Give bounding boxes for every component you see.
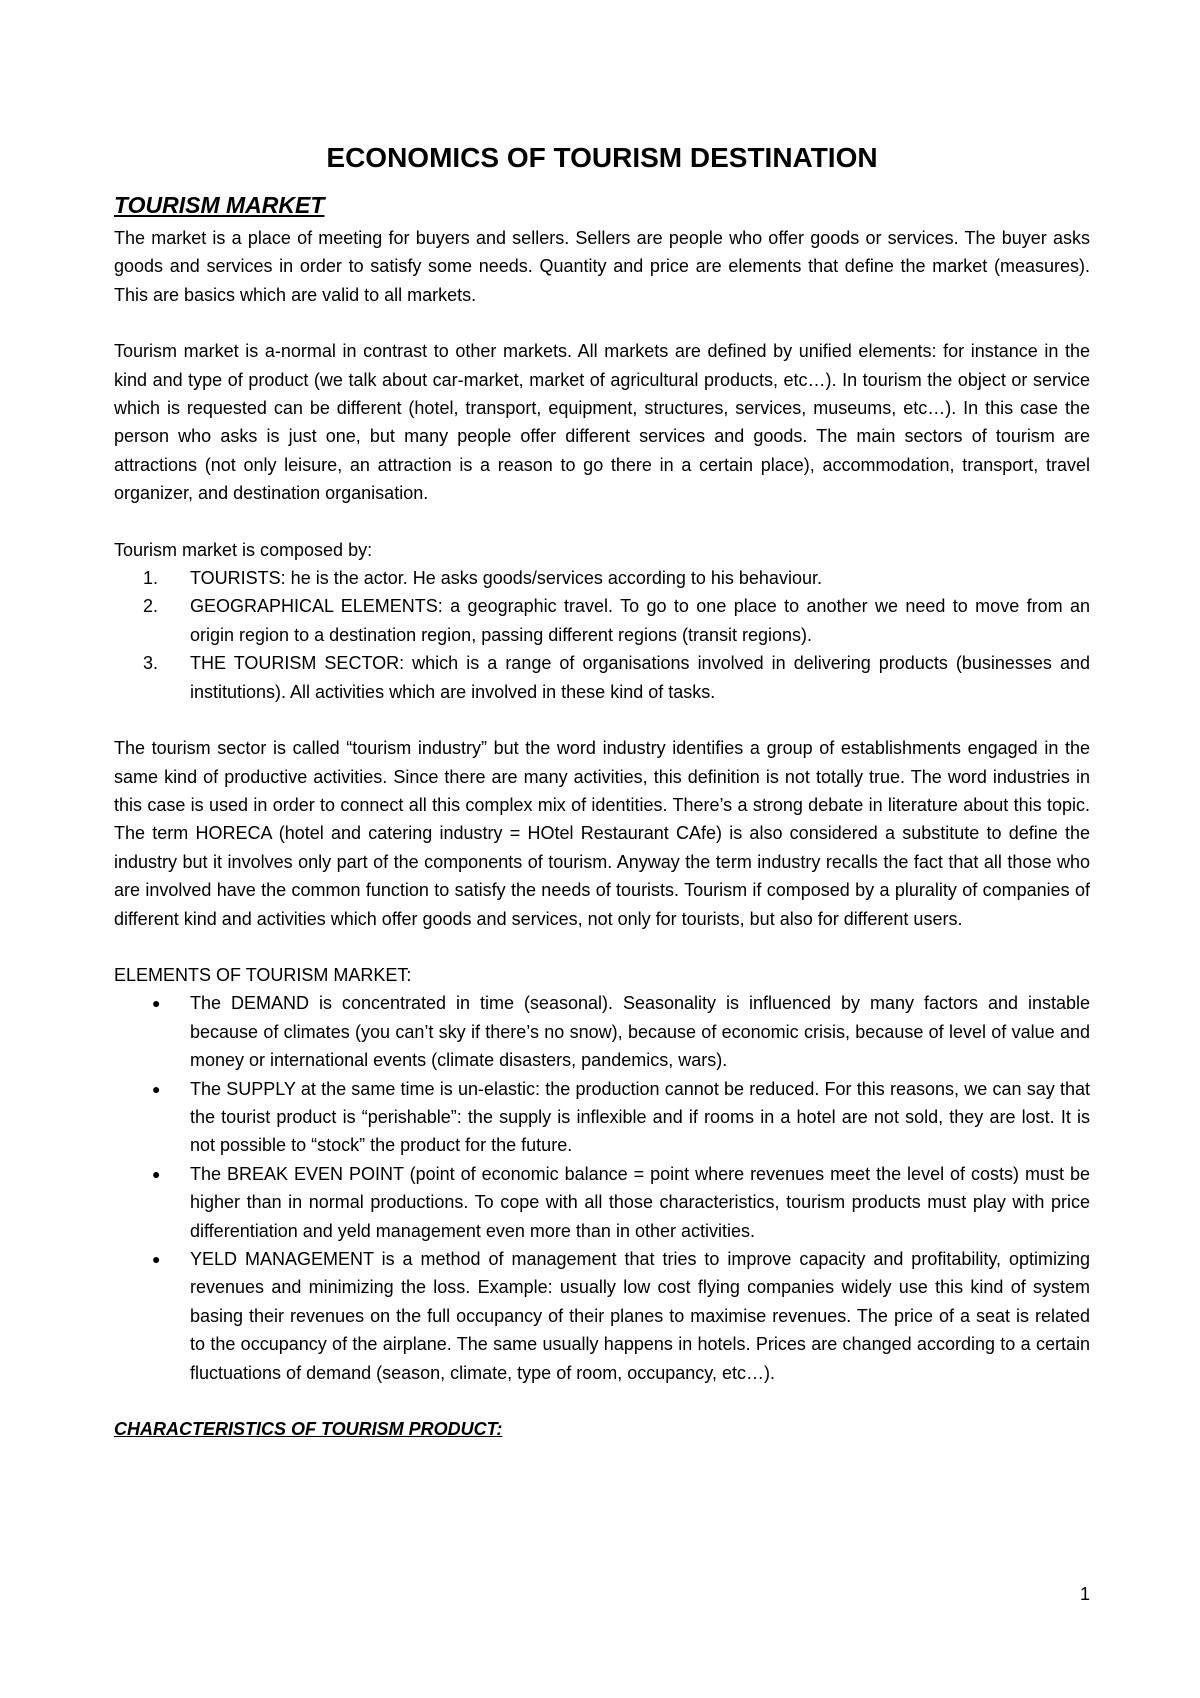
list-item — [114, 1245, 1090, 1387]
bullet-icon: ● — [152, 1080, 161, 1097]
paragraph-tourism-market-abnormal: Tourism market is a-normal in contrast to other markets. All markets are defined by unified elements: for instance in the kind and type of product (we talk about car-market, market of agricultural products, etc…). In tourism the object or service which is requested can be different (hotel, transport, equipment, structures, services, museums, etc…). In this case the person who asks is just one, but many people offer different services and goods. The main sectors of tourism are attractions (not only leisure, an attraction is a reason to go there in a certain place), accommodation, transport, travel organizer, and destination organisation. — [114, 341, 1090, 504]
bullet-icon: ● — [152, 1165, 161, 1182]
list-number: 1. — [143, 568, 159, 589]
list-item-text: The BREAK EVEN POINT (point of economic balance = point where revenues meet the level of costs) must be higher than in normal productions. To cope with all those characteristics, tourism products must play with price differentiation and yeld management even more than in other activities. — [190, 1163, 1090, 1241]
paragraph-tourism-industry: The tourism sector is called “tourism industry” but the word industry identifies a group of establishments engaged in the same kind of productive activities. Since there are many activities, this definition is not totally true. The word industries in this case is used in order to connect all this complex mix of identities. There’s a strong debate in literature about this topic. The term HORECA (hotel and catering industry = HOtel Restaurant CAfe) is also considered a substitute to define the industry but it involves only part of the components of tourism. Anyway the term industry recalls the fact that all those who are involved have the common function to satisfy the needs of tourists. Tourism if composed by a plurality of companies of different kind and activities which offer goods and services, not only for tourists, but also for different users. — [114, 738, 1090, 929]
list-number: 3. — [143, 653, 159, 674]
list-item — [114, 1160, 1090, 1245]
list-item-text: GEOGRAPHICAL ELEMENTS: a geographic travel. To go to one place to another we need to move from an origin region to a destination region, passing different regions (transit regions). — [190, 596, 1090, 645]
list-item — [114, 564, 1090, 592]
page-content — [114, 140, 1090, 1443]
characteristics-heading: CHARACTERISTICS OF TOURISM PRODUCT: — [114, 1419, 503, 1440]
list-item-text: THE TOURISM SECTOR: which is a range of organisations involved in delivering products (businesses and institutions). All activities which are involved in these kind of tasks. — [190, 653, 1090, 702]
bullet-icon: ● — [152, 995, 161, 1012]
list-item-text: TOURISTS: he is the actor. He asks goods/services according to his behaviour. — [190, 568, 822, 589]
list-item-text: The DEMAND is concentrated in time (seasonal). Seasonality is influenced by many factors and instable because of climates (you can’t sky if there’s no snow), because of economic crisis, because of level of value and money or international events (climate disasters, pandemics, wars). — [190, 993, 1090, 1071]
list-item — [114, 592, 1090, 649]
list-item — [114, 989, 1090, 1074]
page-number: 1 — [1079, 1584, 1090, 1604]
list-item — [114, 1075, 1090, 1160]
list-item — [114, 649, 1090, 706]
paragraph-market-definition: The market is a place of meeting for buyers and sellers. Sellers are people who offer goods or services. The buyer asks goods and services in order to satisfy some needs. Quantity and price are elements that define the market (measures). This are basics which are valid to all markets. — [114, 228, 1090, 305]
elements-heading: ELEMENTS OF TOURISM MARKET: — [114, 964, 412, 985]
list-number: 2. — [143, 596, 159, 617]
composed-by-list — [114, 564, 1090, 706]
list-item-text: The SUPPLY at the same time is un-elastic: the production cannot be reduced. For this reasons, we can say that the tourist product is “perishable”: the supply is inflexible and if rooms in a hotel are not sold, they are lost. It is not possible to “stock” the product for the future. — [190, 1078, 1090, 1156]
bullet-icon: ● — [152, 1251, 161, 1267]
document-title: ECONOMICS OF TOURISM DESTINATION — [326, 142, 878, 173]
paragraph-composed-by: Tourism market is composed by: — [114, 539, 373, 560]
list-item-text: YELD MANAGEMENT is a method of management that tries to improve capacity and profitability, optimizing revenues and minimizing the loss. Example: usually low cost flying companies widely use this kind of system basing their revenues on the full occupancy of their planes to maximise revenues. The price of a seat is related to the occupancy of the airplane. The same usually happens in hotels. Prices are changed according to a certain fluctuations of demand (season, climate, type of room, occupancy, etc…). — [190, 1249, 1090, 1383]
section-heading-tourism-market: TOURISM MARKET — [114, 192, 325, 218]
elements-list — [114, 989, 1090, 1387]
